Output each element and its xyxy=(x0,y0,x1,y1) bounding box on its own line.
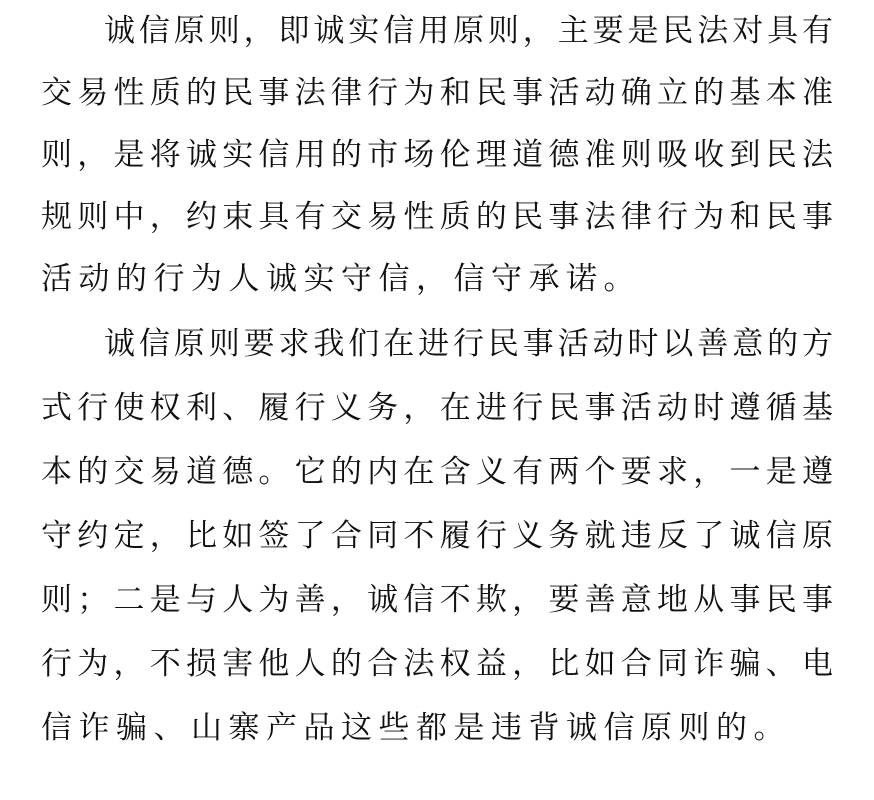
text-line: 交易性质的民事法律行为和民事活动确立的基本准 xyxy=(41,75,833,111)
text-line: 诚信原则，即诚实信用原则，主要是民法对具有 xyxy=(104,13,833,49)
text-line: 守约定，比如签了合同不履行义务就违反了诚信原 xyxy=(41,518,833,554)
text-line: 行为，不损害他人的合法权益，比如合同诈骗、电 xyxy=(41,646,833,682)
text-line: 活动的行为人诚实守信，信守承诺。 xyxy=(41,261,641,297)
text-line: 诚信原则要求我们在进行民事活动时以善意的方 xyxy=(104,326,833,362)
text-line: 信诈骗、山寨产品这些都是违背诚信原则的。 xyxy=(41,710,791,746)
text-line: 则，是将诚实信用的市场伦理道德准则吸收到民法 xyxy=(41,137,833,173)
text-line: 式行使权利、履行义务，在进行民事活动时遵循基 xyxy=(41,390,833,426)
text-line: 规则中，约束具有交易性质的民事法律行为和民事 xyxy=(41,199,833,235)
text-line: 则；二是与人为善，诚信不欺，要善意地从事民事 xyxy=(41,582,833,618)
text-line: 本的交易道德。它的内在含义有两个要求，一是遵 xyxy=(41,454,833,490)
